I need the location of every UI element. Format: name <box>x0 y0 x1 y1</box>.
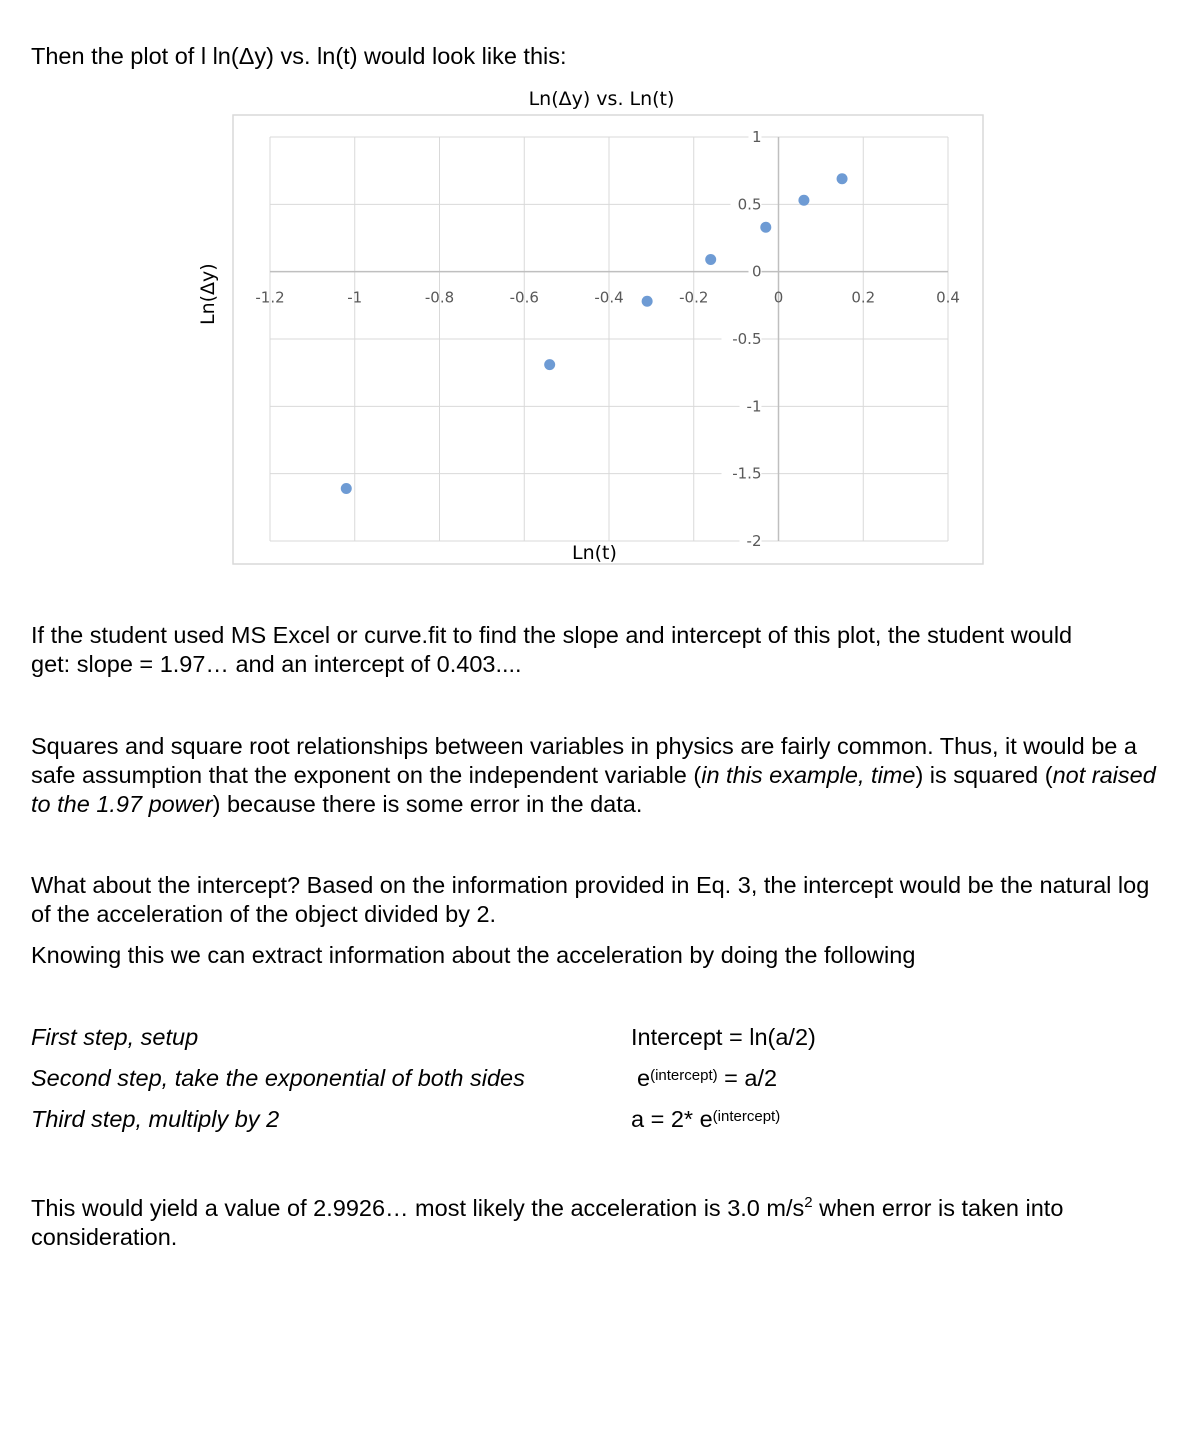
paragraph-knowing: Knowing this we can extract information about the acceleration by doing the following <box>31 942 916 968</box>
x-tick-label: -0.8 <box>424 288 455 307</box>
scatter-chart <box>0 0 1203 600</box>
y-axis-label: Ln(Δy) <box>197 263 219 325</box>
x-tick-label: -1.2 <box>255 288 285 307</box>
step-equation: Intercept = ln(a/2) <box>631 1024 816 1050</box>
step-label: Second step, take the exponential of both sides <box>31 1065 525 1091</box>
x-tick-label: -1 <box>347 288 363 307</box>
x-tick-label: 0.4 <box>936 288 960 307</box>
y-tick-label: 0.5 <box>737 195 762 214</box>
x-tick-label: -0.2 <box>679 288 709 307</box>
step-label: First step, setup <box>31 1024 199 1050</box>
y-tick-label: -1 <box>746 397 762 416</box>
y-tick-label: -1.5 <box>732 464 762 483</box>
data-point <box>341 483 352 494</box>
step-label: Third step, multiply by 2 <box>31 1106 280 1132</box>
chart-title: Ln(Δy) vs. Ln(t) <box>528 88 675 110</box>
paragraph-line: If the student used MS Excel or curve.fit to find the slope and intercept of this plot, the student would <box>31 622 1073 648</box>
data-point <box>705 254 716 265</box>
x-tick-label: 0.2 <box>851 288 876 307</box>
y-tick-label: 0 <box>751 262 762 281</box>
paragraph-conclusion: This would yield a value of 2.9926… most likely the acceleration is 3.0 $m/s^2$ when error is taken into consideration. <box>31 1194 1064 1250</box>
paragraph-slope-intercept <box>31 621 1171 679</box>
data-point <box>798 195 809 206</box>
x-axis-label: Ln(t) <box>572 542 617 564</box>
paragraph-squares: Squares and square root relationships between variables in physics are fairly common. Thus, it would be a safe assumption that the exponent on the independent variable (in this example, time) is squared (not raised to the 1.97 power) because there is some error in the data. <box>31 733 1156 817</box>
data-point <box>760 222 771 233</box>
x-tick-label: 0 <box>773 288 784 307</box>
step-equation: $e^{(intercept)} = a/2$ <box>637 1065 778 1091</box>
x-tick-label: -0.4 <box>594 288 624 307</box>
y-tick-label: -2 <box>746 532 762 550</box>
paragraph-line: get: slope = 1.97… and an intercept of 0.403.... <box>31 651 522 677</box>
paragraph-intercept: What about the intercept? Based on the information provided in Eq. 3, the intercept would be the natural log of the acceleration of the object divided by 2. <box>31 872 1150 927</box>
data-point <box>544 359 555 370</box>
y-tick-label: -0.5 <box>732 330 762 348</box>
data-point <box>837 173 848 184</box>
step-equation: a = 2* $e^{(intercept)}$ <box>631 1106 781 1132</box>
intro-text: Then the plot of l ln(Δy) vs. ln(t) would look like this: <box>31 43 567 69</box>
y-tick-label: 1 <box>751 128 762 146</box>
x-tick-label: -0.6 <box>509 288 539 307</box>
data-point <box>642 296 653 307</box>
